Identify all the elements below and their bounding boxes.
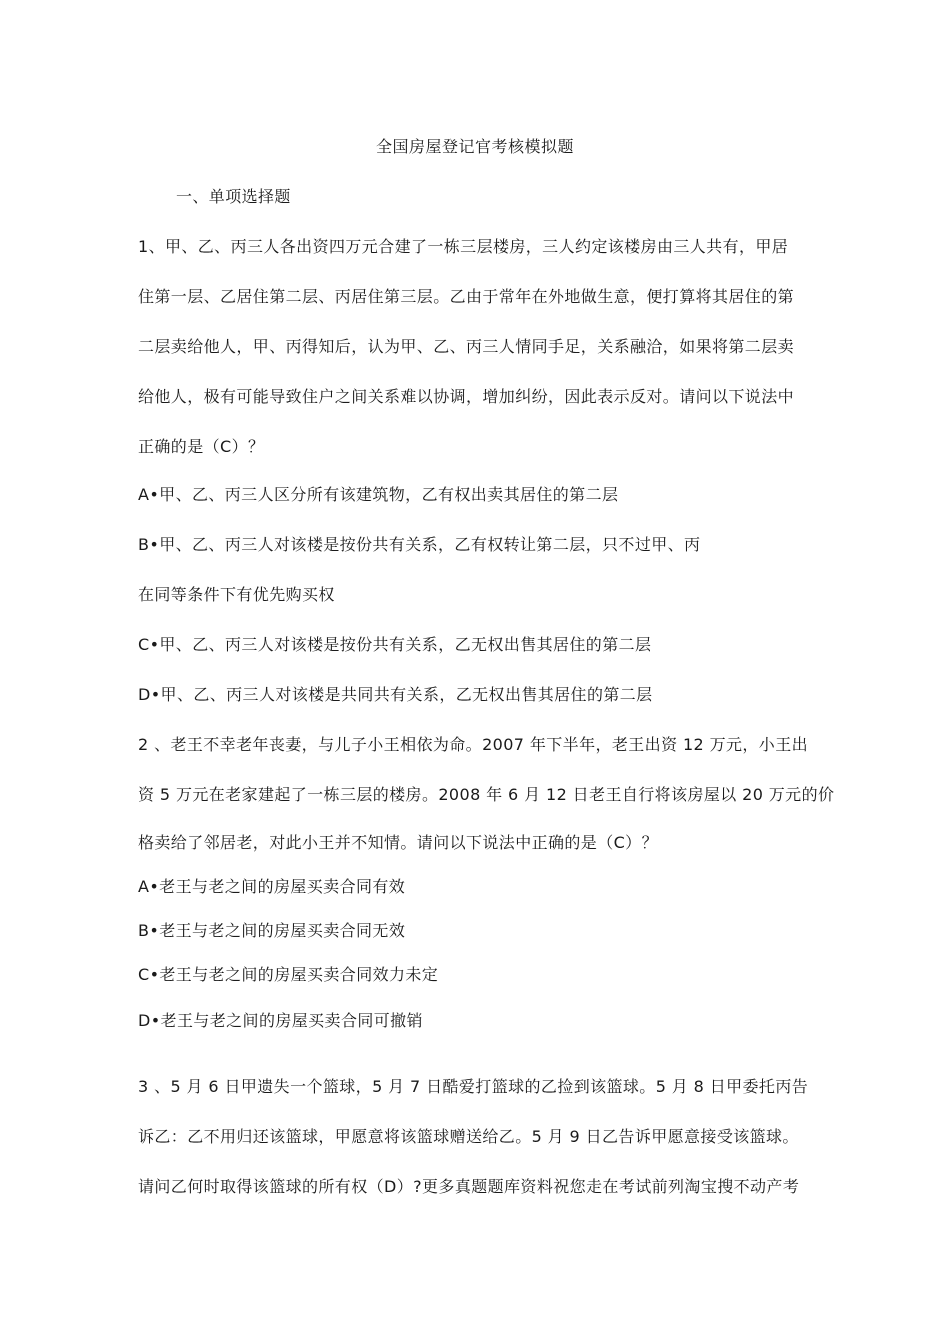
question-1-line-2: 住第一层、乙居住第二层、丙居住第三层。乙由于常年在外地做生意，便打算将其居住的第 [138, 287, 795, 306]
question-2-option-c: C•老王与老之间的房屋买卖合同效力未定 [138, 965, 439, 984]
question-2-line-1: 2 、老王不幸老年丧妻，与儿子小王相依为命。2007 年下半年，老王出资 12 万元，小王出 [138, 735, 809, 754]
question-1-line-1: 1、甲、乙、丙三人各出资四万元合建了一栋三层楼房，三人约定该楼房由三人共有，甲居 [138, 237, 789, 256]
question-2-option-a: A•老王与老之间的房屋买卖合同有效 [138, 877, 406, 896]
question-3-line-3: 请问乙何时取得该篮球的所有权（D）?更多真题题库资料祝您走在考试前列淘宝搜不动产考 [138, 1177, 800, 1196]
question-1-option-b: B•甲、乙、丙三人对该楼是按份共有关系，乙有权转让第二层，只不过甲、丙 [138, 535, 701, 554]
question-3-line-2: 诉乙：乙不用归还该篮球，甲愿意将该篮球赠送给乙。5 月 9 日乙告诉甲愿意接受该篮球。 [138, 1127, 799, 1146]
question-1-option-c: C•甲、乙、丙三人对该楼是按份共有关系，乙无权出售其居住的第二层 [138, 635, 652, 654]
question-2-line-3: 格卖给了邻居老，对此小王并不知情。请问以下说法中正确的是（C）？ [138, 833, 658, 852]
document-title: 全国房屋登记官考核模拟题 [375, 137, 574, 156]
question-1-option-b-continued: 在同等条件下有优先购买权 [138, 585, 335, 604]
question-2-option-b: B•老王与老之间的房屋买卖合同无效 [138, 921, 406, 940]
question-2-line-2: 资 5 万元在老家建起了一栋三层的楼房。2008 年 6 月 12 日老王自行将该房屋以 20 万元的价 [138, 785, 835, 804]
question-1-option-a: A•甲、乙、丙三人区分所有该建筑物，乙有权出卖其居住的第二层 [138, 485, 619, 504]
section-heading: 一、单项选择题 [176, 187, 291, 206]
question-1-line-3: 二层卖给他人，甲、丙得知后，认为甲、乙、丙三人情同手足，关系融洽，如果将第二层卖 [138, 337, 795, 356]
question-3-line-1: 3 、5 月 6 日甲遗失一个篮球，5 月 7 日酷爱打篮球的乙捡到该篮球。5 月 8 日甲委托丙告 [138, 1077, 809, 1096]
question-2-option-d: D•老王与老之间的房屋买卖合同可撤销 [138, 1011, 423, 1030]
question-1-line-5: 正确的是（C）？ [138, 437, 265, 456]
question-1-line-4: 给他人，极有可能导致住户之间关系难以协调，增加纠纷，因此表示反对。请问以下说法中 [138, 387, 795, 406]
question-1-option-d: D•甲、乙、丙三人对该楼是共同共有关系，乙无权出售其居住的第二层 [138, 685, 653, 704]
